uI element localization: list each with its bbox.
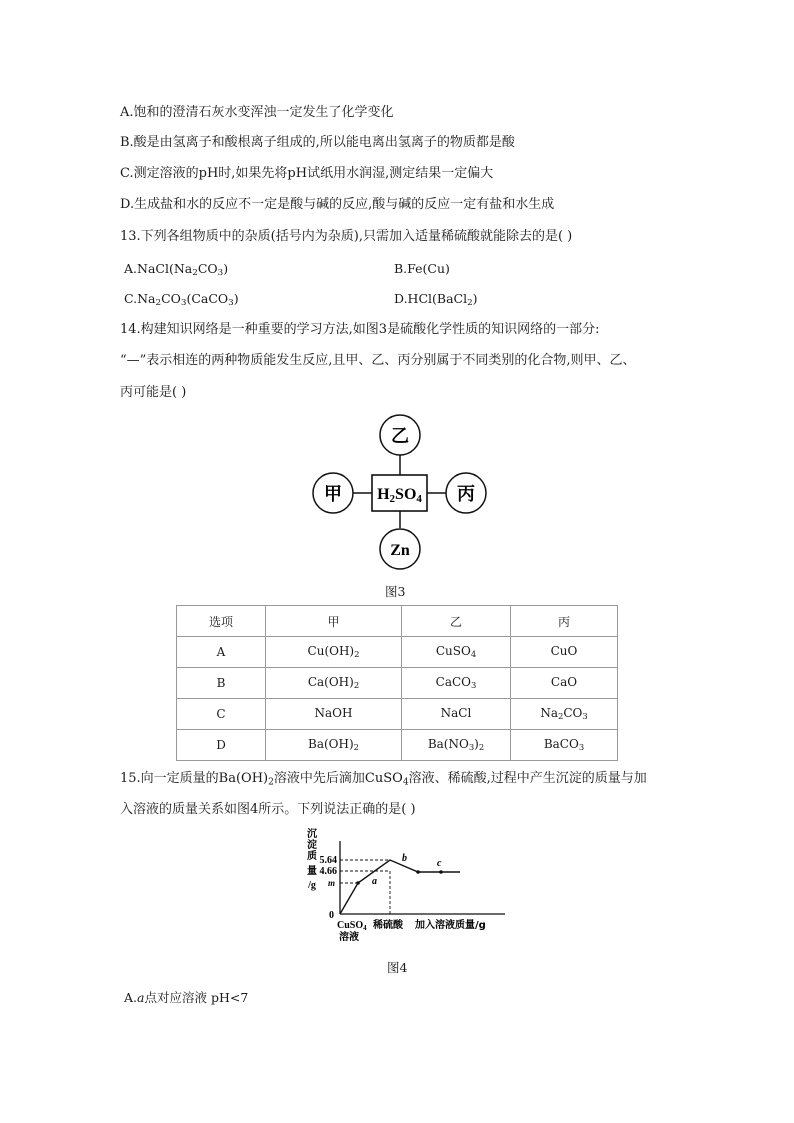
point-c-label: c xyxy=(437,858,442,869)
table-row xyxy=(177,668,618,699)
row-c-bing: $Na_2CO_3$ xyxy=(511,699,618,730)
row-c-jia: NaOH xyxy=(266,699,402,730)
x-axis-label: 加入溶液质量/g xyxy=(415,920,486,931)
precipitate-mass-graph xyxy=(300,826,520,948)
q14-line2: “—”表示相连的两种物质能发生反应,且甲、乙、丙分别属于不同类别的化合物,则甲、乙、 xyxy=(120,353,636,368)
node-jia-label: 甲 xyxy=(324,484,342,505)
q14-options-table xyxy=(176,605,618,761)
header-jia: 甲 xyxy=(266,606,402,637)
row-a-bing: CuO xyxy=(511,637,618,668)
q14-line3: 丙可能是( ) xyxy=(120,385,187,400)
node-bing-label: 丙 xyxy=(457,484,475,505)
m-label: m xyxy=(327,878,335,888)
row-a-option: A xyxy=(177,637,266,668)
table-row xyxy=(177,637,618,668)
y-tick-4-66: 4.66 xyxy=(319,866,337,877)
row-b-option: B xyxy=(177,668,266,699)
q13-stem: 13.下列各组物质中的杂质(括号内为杂质),只需加入适量稀硫酸就能除去的是( ) xyxy=(120,229,573,244)
row-d-bing: BaCO$_3$ xyxy=(511,730,618,761)
header-option: 选项 xyxy=(177,606,266,637)
sulfuric-acid-network-diagram xyxy=(305,410,495,575)
origin-label: 0 xyxy=(329,910,334,921)
row-d-jia: $Ba(OH)_2$ xyxy=(266,730,402,761)
y-tick-5-64: 5.64 xyxy=(319,855,337,866)
x-category-dilute-acid: 稀硫酸 xyxy=(373,920,403,931)
row-c-option: C xyxy=(177,699,266,730)
y-label-char-2: 淀 xyxy=(307,840,317,851)
x-category-solution: 溶液 xyxy=(339,932,359,943)
row-a-jia: $Cu(OH)_2$ xyxy=(266,637,402,668)
node-yi-label: 乙 xyxy=(391,426,409,447)
q13-option-c: $C.Na_2CO_3(CaCO_3)$ xyxy=(124,291,239,309)
point-m xyxy=(356,881,360,885)
statement-d: D.生成盐和水的反应不一定是酸与碱的反应,酸与碱的反应一定有盐和水生成 xyxy=(120,197,555,212)
row-c-yi: NaCl xyxy=(402,699,511,730)
table-row xyxy=(177,699,618,730)
header-yi: 乙 xyxy=(402,606,511,637)
q13-option-b: B.Fe(Cu) xyxy=(394,261,450,276)
figure-4-caption: 图4 xyxy=(387,960,408,975)
q15-line1: 15.向一定质量的$Ba(OH)_2$溶液中先后滴加CuSO$_4$溶液、稀硫酸,过程中产生沉淀的质量与加 xyxy=(120,771,647,788)
row-d-yi: $Ba(NO_3)_2$ xyxy=(402,730,511,761)
statement-c: C.测定溶液的pH时,如果先将pH试纸用水润湿,测定结果一定偏大 xyxy=(120,166,494,181)
table-header-row xyxy=(177,606,618,637)
y-label-char-4: 量 xyxy=(307,866,317,877)
table-row xyxy=(177,730,618,761)
figure-3-caption: 图3 xyxy=(385,584,406,599)
q15-line2: 入溶液的质量关系如图4所示。下列说法正确的是( ) xyxy=(120,802,416,817)
point-a-label: a xyxy=(372,876,377,887)
point-b-label: b xyxy=(402,853,407,864)
row-b-yi: CaCO$_3$ xyxy=(402,668,511,699)
precipitate-curve xyxy=(340,860,460,914)
y-label-char-3: 质 xyxy=(307,851,317,862)
y-label-char-1: 沉 xyxy=(307,829,317,840)
q13-option-a: $A.NaCl(Na_2CO_3)$ xyxy=(124,261,229,279)
node-zn-label: Zn xyxy=(390,542,410,559)
row-b-jia: $Ca(OH)_2$ xyxy=(266,668,402,699)
point-b xyxy=(416,870,420,874)
h2so4-label: H2SO4 xyxy=(377,486,422,505)
statement-a: A.饱和的澄清石灰水变浑浊一定发生了化学变化 xyxy=(120,105,394,120)
row-a-yi: CuSO$_4$ xyxy=(402,637,511,668)
y-label-unit: /g xyxy=(308,880,316,891)
q15-option-a: A.a点对应溶液 pH<7 xyxy=(124,990,249,1005)
row-d-option: D xyxy=(177,730,266,761)
header-bing: 丙 xyxy=(511,606,618,637)
q14-line1: 14.构建知识网络是一种重要的学习方法,如图3是硫酸化学性质的知识网络的一部分: xyxy=(120,322,600,337)
statement-b: B.酸是由氢离子和酸根离子组成的,所以能电离出氢离子的物质都是酸 xyxy=(120,135,515,150)
q13-option-d: D.HCl(BaCl$_2$) xyxy=(394,291,478,309)
x-category-cuso4: CuSO$_4$ xyxy=(337,920,367,932)
point-c xyxy=(439,870,443,874)
row-b-bing: CaO xyxy=(511,668,618,699)
